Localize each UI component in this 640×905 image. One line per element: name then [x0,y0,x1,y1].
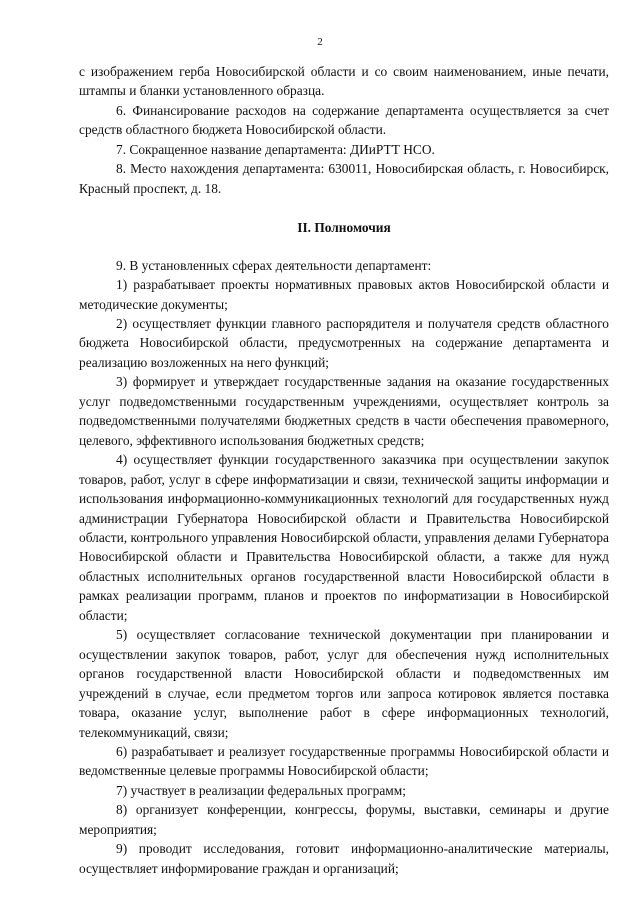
subitem-3: 3) формирует и утверждает государственные задания на оказание государственных услуг подведомственными государственным учреждениями, осуществляет контроль за подведомственными получателями бюджетных средств в части обеспечения правомерного, целевого, эффективного использования бюджетных средств; [79,374,609,448]
subitem-5: 5) осуществляет согласование технической документации при планировании и осуществлении закупок товаров, работ, услуг для обеспечения нужд исполнительных органов государственной власти Новосибирской области и подведомственных им учреждений в случае, если предметом торгов или запроса котировок является поставка товара, оказание услуг, выполнение работ в сфере информационных технологий, телекоммуникаций, связи; [79,627,609,740]
document-body [79,62,609,878]
subitem-4: 4) осуществляет функции государственного заказчика при осуществлении закупок товаров, работ, услуг в сфере информатизации и связи, технической защиты информации и использования информационно-коммуникационных технологий для государственных нужд администрации Губернатора Новосибирской области и Правительства Новосибирской области, контрольного управления Новосибирской области, управления делами Губернатора Новосибирской области и Правительства Новосибирской области, а также для нужд областных исполнительных органов государственной власти Новосибирской области в рамках реализации программ, планов и проектов по информатизации в Новосибирской области; [79,452,609,623]
subitem-9: 9) проводит исследования, готовит информационно-аналитические материалы, осуществляет информирование граждан и организаций; [79,841,609,876]
subitem-7: 7) участвует в реализации федеральных программ; [116,782,406,798]
item-9-intro: 9. В установленных сферах деятельности департамент: [116,257,432,273]
lead-fragment: с изображением герба Новосибирской области и со своим наименованием, иные печати, штампы и бланки установленного образца. [79,64,609,99]
section-heading: II. Полномочия [297,220,391,236]
subitem-2: 2) осуществляет функции главного распорядителя и получателя средств областного бюджета Новосибирской области, предусмотренных на содержание департамента и реализацию возложенных на него функций; [79,315,609,370]
subitem-6: 6) разрабатывает и реализует государственные программы Новосибирской области и ведомственные целевые программы Новосибирской области; [79,743,609,779]
subitem-8: 8) организует конференции, конгрессы, форумы, выставки, семинары и другие мероприятия; [79,802,609,837]
item-6: 6. Финансирование расходов на содержание департамента осуществляется за счет средств областного бюджета Новосибирской области. [79,102,609,138]
item-8: 8. Место нахождения департамента: 630011, Новосибирская область, г. Новосибирск, Красный проспект, д. 18. [79,161,609,196]
page-number: 2 [317,36,323,48]
subitem-1: 1) разрабатывает проекты нормативных правовых актов Новосибирской области и методические документы; [79,277,609,312]
item-7: 7. Сокращенное название департамента: ДИиРТТ НСО. [116,141,435,157]
